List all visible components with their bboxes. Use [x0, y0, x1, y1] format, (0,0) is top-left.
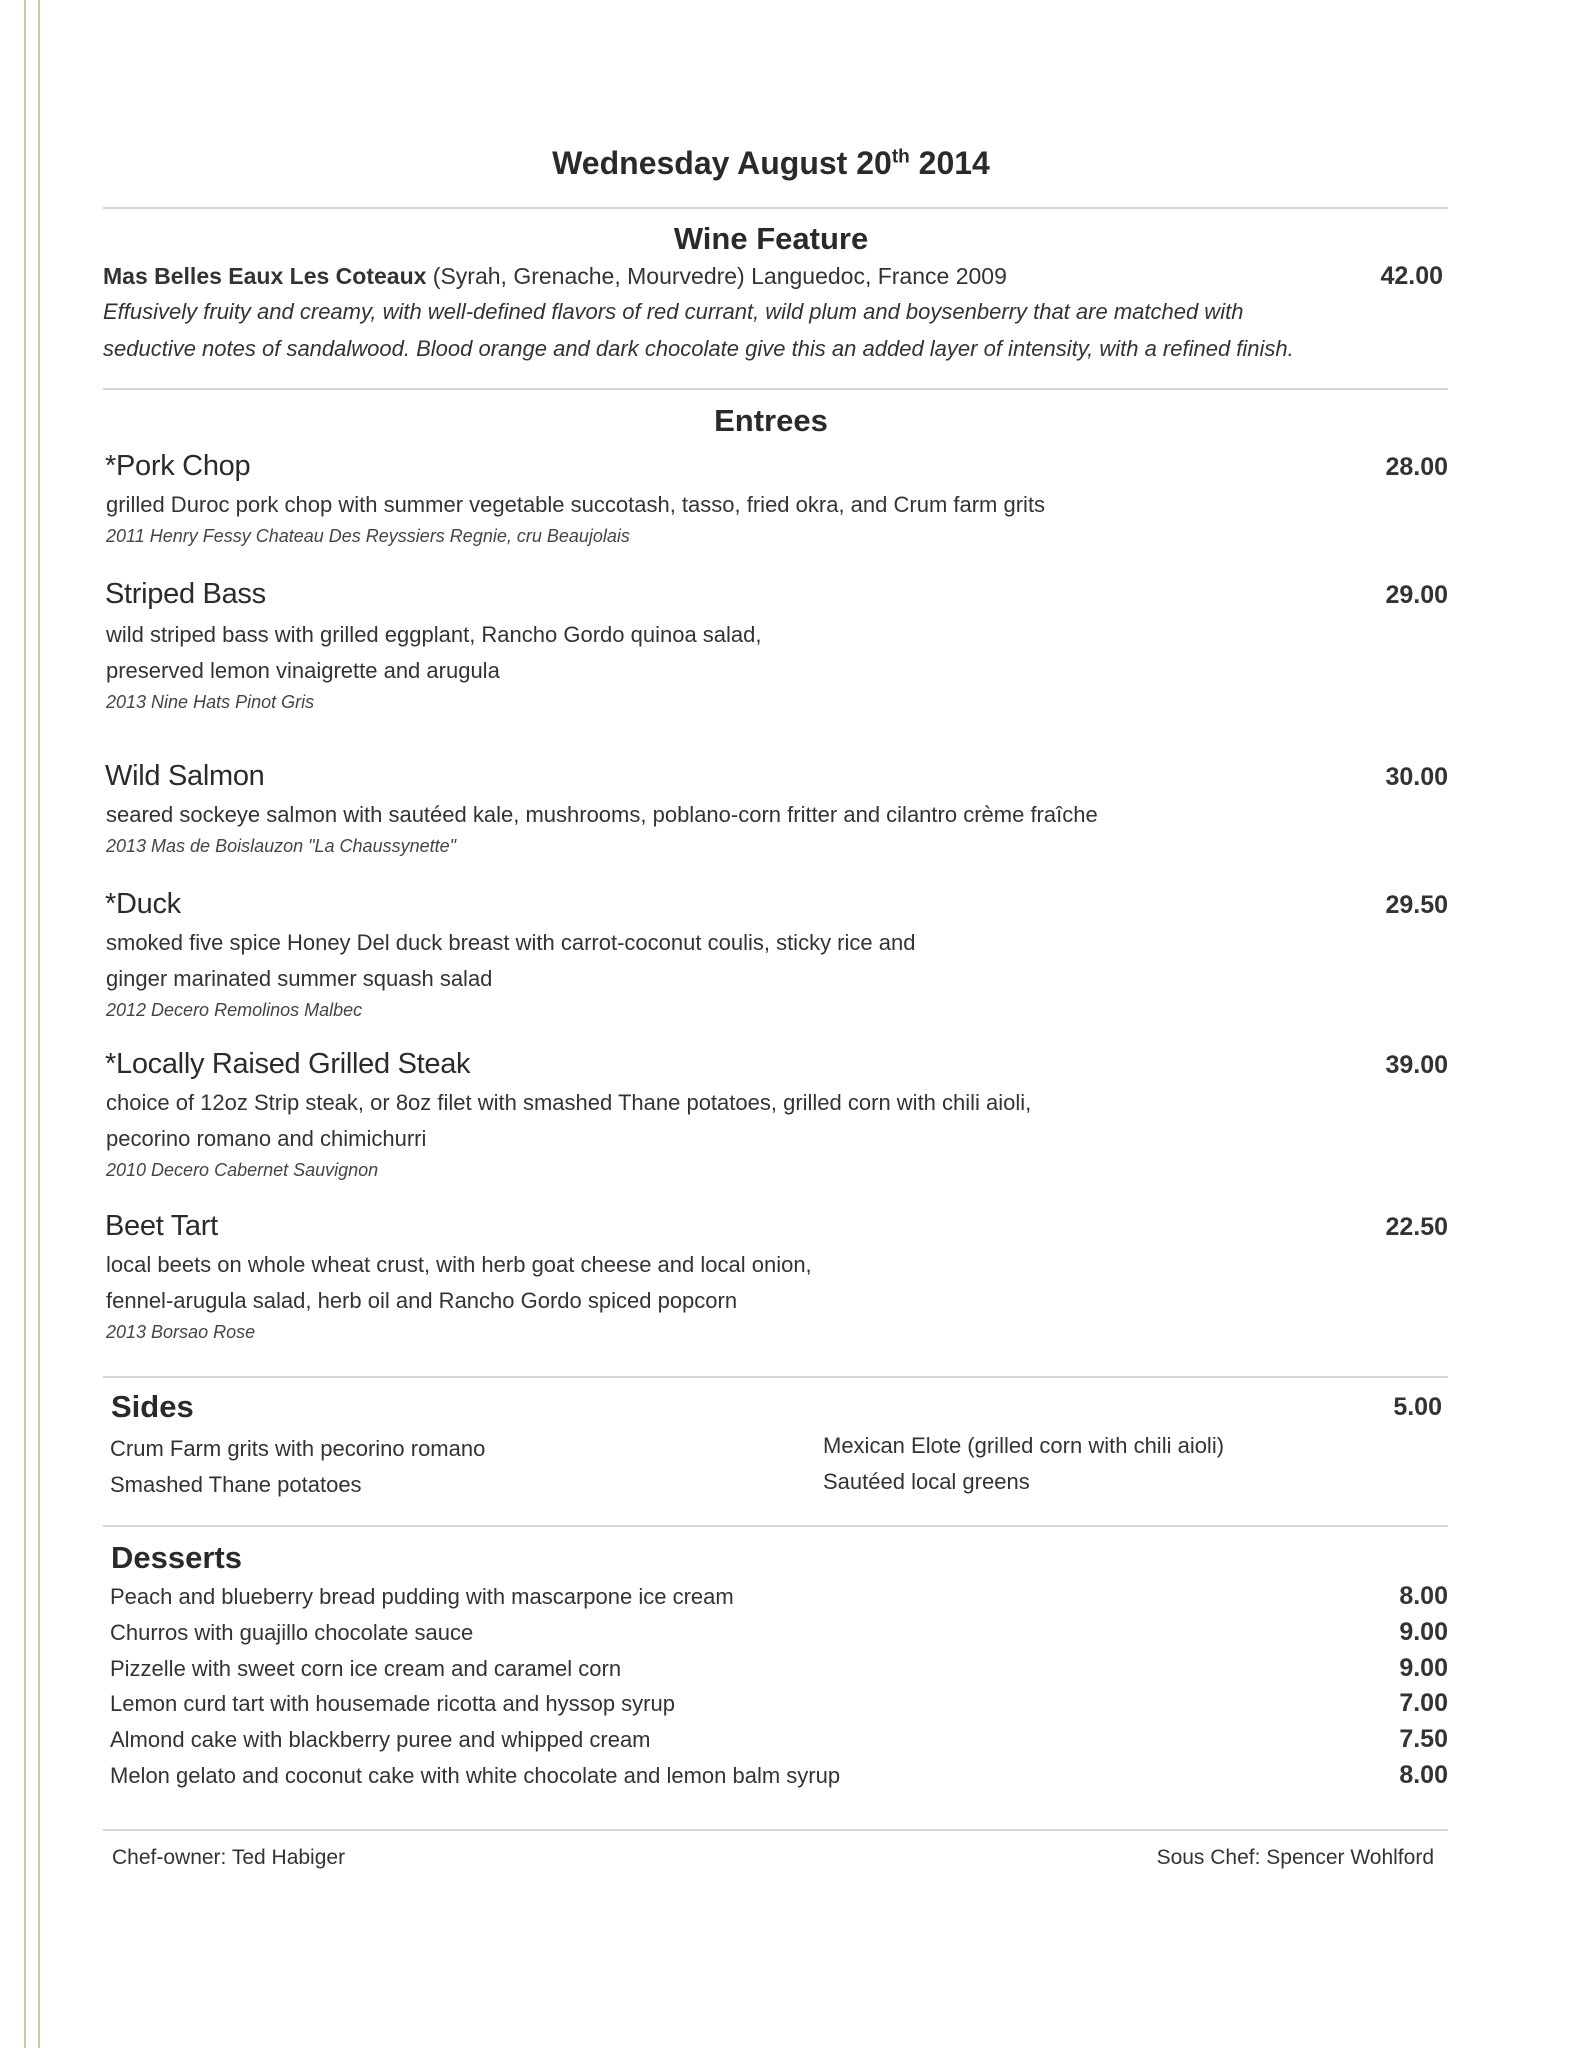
desserts-heading: Desserts: [111, 1540, 242, 1575]
chef-owner: Chef-owner: Ted Habiger: [112, 1846, 346, 1869]
entree-name: Wild Salmon: [105, 760, 265, 792]
side-item: Smashed Thane potatoes: [110, 1472, 362, 1497]
entree-description: smoked five spice Honey Del duck breast with carrot-coconut coulis, sticky rice and: [106, 930, 916, 955]
entree-price: 22.50: [1385, 1213, 1448, 1241]
entree-name: *Duck: [105, 888, 181, 920]
entree-description: seared sockeye salmon with sautéed kale, mushrooms, poblano-corn fritter and cilantro crème fraîche: [106, 802, 1098, 827]
entree-price: 29.50: [1385, 891, 1448, 919]
dessert-price: 7.50: [1399, 1725, 1448, 1754]
entree-name: Striped Bass: [105, 578, 266, 610]
divider: [103, 207, 1448, 209]
page-border-line: [24, 0, 26, 2048]
divider: [103, 388, 1448, 390]
side-item: Mexican Elote (grilled corn with chili aioli): [823, 1433, 1225, 1458]
entree-price: 30.00: [1385, 763, 1448, 791]
dessert-price: 8.00: [1399, 1761, 1448, 1789]
dessert-item: Melon gelato and coconut cake with white chocolate and lemon balm syrup: [110, 1763, 841, 1788]
side-item: Sautéed local greens: [823, 1469, 1030, 1494]
wine-feature-description: Effusively fruity and creamy, with well-defined flavors of red currant, wild plum and boysenberry that are matched with: [103, 299, 1244, 324]
entree-description: ginger marinated summer squash salad: [106, 966, 493, 991]
entree-description: fennel-arugula salad, herb oil and Rancho Gordo spiced popcorn: [106, 1288, 738, 1313]
wine-feature-price: 42.00: [1380, 262, 1443, 290]
sides-heading: Sides: [111, 1389, 194, 1424]
entrees-heading: Entrees: [714, 403, 828, 438]
dessert-item: Lemon curd tart with housemade ricotta and hyssop syrup: [110, 1691, 675, 1717]
wine-feature-name: Mas Belles Eaux Les Coteaux (Syrah, Grenache, Mourvedre) Languedoc, France 2009: [103, 263, 1007, 289]
entree-wine-pairing: 2012 Decero Remolinos Malbec: [106, 1000, 363, 1020]
wine-feature-description: seductive notes of sandalwood. Blood orange and dark chocolate give this an added layer of intensity, with a refined finish.: [103, 336, 1294, 361]
entree-name: *Locally Raised Grilled Steak: [105, 1048, 471, 1080]
entree-description: preserved lemon vinaigrette and arugula: [106, 658, 500, 683]
entree-price: 28.00: [1385, 453, 1448, 481]
entree-wine-pairing: 2013 Nine Hats Pinot Gris: [106, 692, 315, 712]
sous-chef: Sous Chef: Spencer Wohlford: [1156, 1846, 1434, 1869]
entree-price: 29.00: [1385, 581, 1448, 609]
menu-date-title: Wednesday August 20th 2014: [552, 145, 990, 181]
entree-description: local beets on whole wheat crust, with herb goat cheese and local onion,: [106, 1252, 812, 1277]
divider: [103, 1829, 1448, 1831]
divider: [103, 1525, 1448, 1527]
page-border-line: [38, 0, 40, 2048]
dessert-price: 8.00: [1399, 1582, 1448, 1610]
dessert-price: 9.00: [1399, 1653, 1448, 1682]
side-item: Crum Farm grits with pecorino romano: [110, 1436, 486, 1461]
entree-name: *Pork Chop: [105, 450, 251, 482]
dessert-item: Churros with guajillo chocolate sauce: [110, 1619, 474, 1645]
entree-price: 39.00: [1385, 1051, 1448, 1079]
dessert-item: Almond cake with blackberry puree and whipped cream: [110, 1727, 651, 1753]
entree-description: wild striped bass with grilled eggplant, Rancho Gordo quinoa salad,: [106, 622, 762, 647]
dessert-item: Peach and blueberry bread pudding with mascarpone ice cream: [110, 1584, 734, 1609]
entree-wine-pairing: 2011 Henry Fessy Chateau Des Reyssiers Regnie, cru Beaujolais: [106, 526, 630, 546]
dessert-item: Pizzelle with sweet corn ice cream and caramel corn: [110, 1655, 622, 1681]
dessert-price: 7.00: [1399, 1689, 1448, 1718]
divider: [103, 1376, 1448, 1378]
entree-wine-pairing: 2010 Decero Cabernet Sauvignon: [106, 1160, 379, 1180]
entree-name: Beet Tart: [105, 1210, 218, 1242]
wine-feature-heading: Wine Feature: [673, 221, 869, 256]
entree-description: grilled Duroc pork chop with summer vegetable succotash, tasso, fried okra, and Crum farm grits: [106, 492, 1046, 517]
sides-price: 5.00: [1393, 1393, 1442, 1421]
entree-description: pecorino romano and chimichurri: [106, 1126, 427, 1151]
entree-wine-pairing: 2013 Mas de Boislauzon "La Chaussynette": [106, 836, 456, 856]
entree-wine-pairing: 2013 Borsao Rose: [106, 1322, 256, 1342]
dessert-price: 9.00: [1399, 1617, 1448, 1646]
entree-description: choice of 12oz Strip steak, or 8oz filet with smashed Thane potatoes, grilled corn with chili aioli,: [106, 1090, 1032, 1115]
